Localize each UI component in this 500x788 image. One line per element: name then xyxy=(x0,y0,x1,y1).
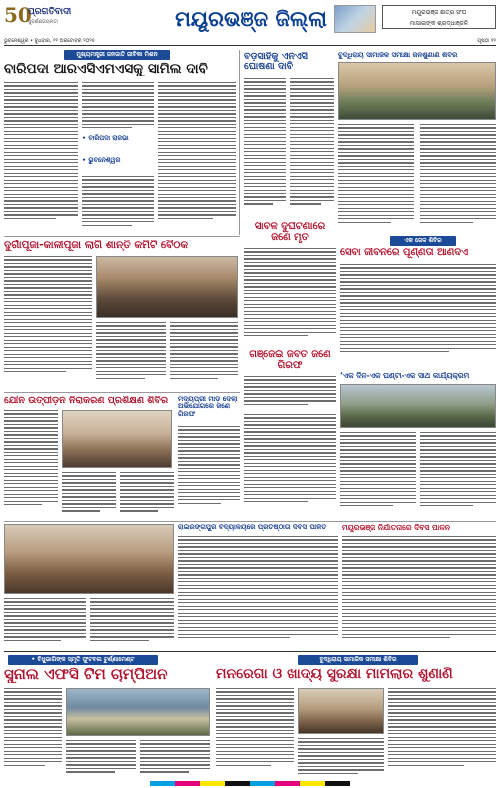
article-1-tag: ମୁଖ୍ୟମନ୍ତ୍ରୀ ଜନଜାତି ଜୀବିକା ମିଶନ xyxy=(64,50,170,60)
article-14-body-col3 xyxy=(388,688,496,780)
section-divider xyxy=(4,392,240,393)
article-1-body-col3 xyxy=(82,176,154,230)
article-7-headline[interactable]: ସେବା ଜୀବନରେ ପୂର୍ଣ୍ଣତା ଆଣିଦିଏ xyxy=(340,248,469,258)
article-5-body-col2 xyxy=(96,322,166,386)
article-13-body-col3 xyxy=(140,740,210,780)
article-1-headline[interactable]: ବାରିପଦା ଆରଏସିଏମଏସକୁ ସାମିଲ ଦାବି xyxy=(4,62,208,77)
article-6-body xyxy=(244,376,336,410)
article-7-tag: ଏକ ଜେଳ ଶିବିର xyxy=(390,236,456,246)
section-divider xyxy=(4,521,496,522)
article-3-body xyxy=(244,248,336,348)
article-11-headline[interactable]: ରାଇରଙ୍ଗପୁର ବିଦ୍ୟାଳୟରେ ପ୍ରତିଷ୍ଠାତା ଦିବସ ପାଳିତ xyxy=(178,524,327,531)
page-header xyxy=(4,3,496,35)
article-9-body-col3 xyxy=(120,472,174,518)
article-12-headline[interactable]: ମୟୂରଭଞ୍ଜ ନିର୍ଯାତନାରେ ଦିବସ ପାଳନ xyxy=(342,524,450,532)
article-14-tag: ବୁଦ୍ଧିରାୟ ସାମାଜିକ ସମୀକ୍ଷା ଶିବିର xyxy=(298,655,418,665)
article-1-body-col2 xyxy=(82,82,154,132)
section-divider xyxy=(4,651,496,652)
article-13-headline[interactable]: ସୁନାଲ ଏଫସି ଟିମ ଚାମ୍ପିଅନ xyxy=(4,667,168,683)
print-color-bar xyxy=(150,781,350,786)
logo-number: 50 xyxy=(4,3,32,27)
article-10-headline[interactable]: ମଦ୍ୟପ୍ରୀ ମାଡ଼ ଦେଲା ଅଭିଯୋଗରେ ଜଣେ ଗିରଫ xyxy=(178,396,238,418)
article-2-headline[interactable]: ବଡ଼ସାହିକୁ ଏନଏସି ଘୋଷଣା ଦାବି xyxy=(244,52,308,72)
article-1-body-col4 xyxy=(158,82,236,230)
article-5-body-col3 xyxy=(170,322,238,386)
article-4-headline[interactable]: ବୁଦ୍ଧିରାୟ ସାମାଜିକ ସମୀକ୍ଷା ଜନଶୁଣାଣି ଶିବିର xyxy=(338,52,458,59)
article-4-body-col1 xyxy=(338,124,414,232)
advert-line-2: ମାସାଇଙ୍କ ଶ୍ରଦ୍ଧାଞ୍ଜଳି xyxy=(409,20,469,27)
article-11-body-col1 xyxy=(4,598,86,648)
logo-name: ପ୍ରଗତିବାଦୀ xyxy=(28,7,72,17)
article-13-body-col1 xyxy=(4,688,62,780)
article-9-photo xyxy=(62,410,172,468)
header-photo xyxy=(334,5,376,33)
article-9-body-col1 xyxy=(4,410,58,518)
article-1-body-col1 xyxy=(4,82,78,230)
article-2-body-col1 xyxy=(244,78,286,220)
article-13-tag: • ବିଧୁଭାଗିଙ୍କ ସ୍ମୃତି ଫୁଟବଲ ଟୁର୍ଣ୍ଣାମେଣ୍ଟ xyxy=(8,655,158,665)
edition-date: ଭୁବନେଶ୍ୱର • ବୁଧବାର, ୨୨ ଅକ୍ଟୋବର ୨୦୨୫ xyxy=(4,38,95,44)
article-5-body-col1 xyxy=(4,256,92,386)
article-13-body-col2 xyxy=(66,740,136,780)
article-11-body-col3 xyxy=(178,536,338,648)
page-number: ପୃଷ୍ଠା ୧୨ xyxy=(477,38,496,44)
article-11-body-col2 xyxy=(90,598,174,648)
article-5-headline[interactable]: ଦୁର୍ଗାପୂଜା-କାଳୀପୂଜା ଲାଗି ଶାନ୍ତି କମିଟି ବୈଠକ xyxy=(4,240,189,251)
article-10-body-col2 xyxy=(244,414,336,518)
article-14-body-col2 xyxy=(298,738,384,780)
article-2-body-col2 xyxy=(290,78,334,220)
article-9-body-col2 xyxy=(62,472,116,518)
article-7-body xyxy=(340,264,496,364)
article-4-photo xyxy=(338,62,496,120)
article-8-body-col1 xyxy=(340,432,416,516)
article-11-photo xyxy=(4,524,174,594)
date-bar xyxy=(4,38,496,46)
article-5-photo xyxy=(96,256,238,318)
article-3-headline[interactable]: ସାବଳ ଦୁର୍ଘଟଣାରେ ଜଣେ ମୃତ xyxy=(254,222,326,243)
article-14-photo xyxy=(298,688,384,734)
article-4-body-col2 xyxy=(420,124,496,232)
article-6-headline[interactable]: ଗଞ୍ଜେଇ ଜବତ ଜଣେ ଗିରଫ xyxy=(249,350,331,371)
article-8-photo xyxy=(340,384,496,428)
column-divider xyxy=(239,50,240,235)
section-divider xyxy=(4,236,240,237)
article-1-subhead-1: • ବାରିପଦା ରାଜଭା xyxy=(82,134,129,142)
article-9-headline[interactable]: ଯୌନ ଉତ୍ପୀଡ଼ନ ନିରାକରଣ ପ୍ରଶିକ୍ଷଣ ଶିବିର xyxy=(4,396,169,406)
article-8-body-col2 xyxy=(420,432,496,516)
advert-line-1: ମୟୂରଭଞ୍ଜ ଛାତ୍ର ସଂଘ xyxy=(411,9,467,16)
district-masthead: ମୟୂରଭଞ୍ଜ ଜିଲ୍ଲା xyxy=(175,7,327,31)
newspaper-logo[interactable] xyxy=(4,3,86,33)
article-14-body-col1 xyxy=(216,688,294,780)
article-14-headline[interactable]: ମନରେଗା ଓ ଖାଦ୍ୟ ସୁରକ୍ଷା ମାମଲାର ଶୁଣାଣି xyxy=(216,667,453,682)
article-1-subhead-2: • ଭୁବନେଶ୍ୱର xyxy=(82,156,121,164)
header-advert xyxy=(382,5,496,29)
article-12-body xyxy=(342,536,496,648)
article-13-photo xyxy=(66,688,210,736)
article-8-headline[interactable]: ‘ଏକ ଦିନ-ଏକ ଘଣ୍ଟା-ଏକ ସାଥ କାର୍ଯ୍ୟକ୍ରମ xyxy=(340,372,470,380)
logo-tagline: ସୁବର୍ଣ୍ଣଜୟନ୍ତୀ xyxy=(28,19,58,25)
article-10-body xyxy=(178,426,240,518)
